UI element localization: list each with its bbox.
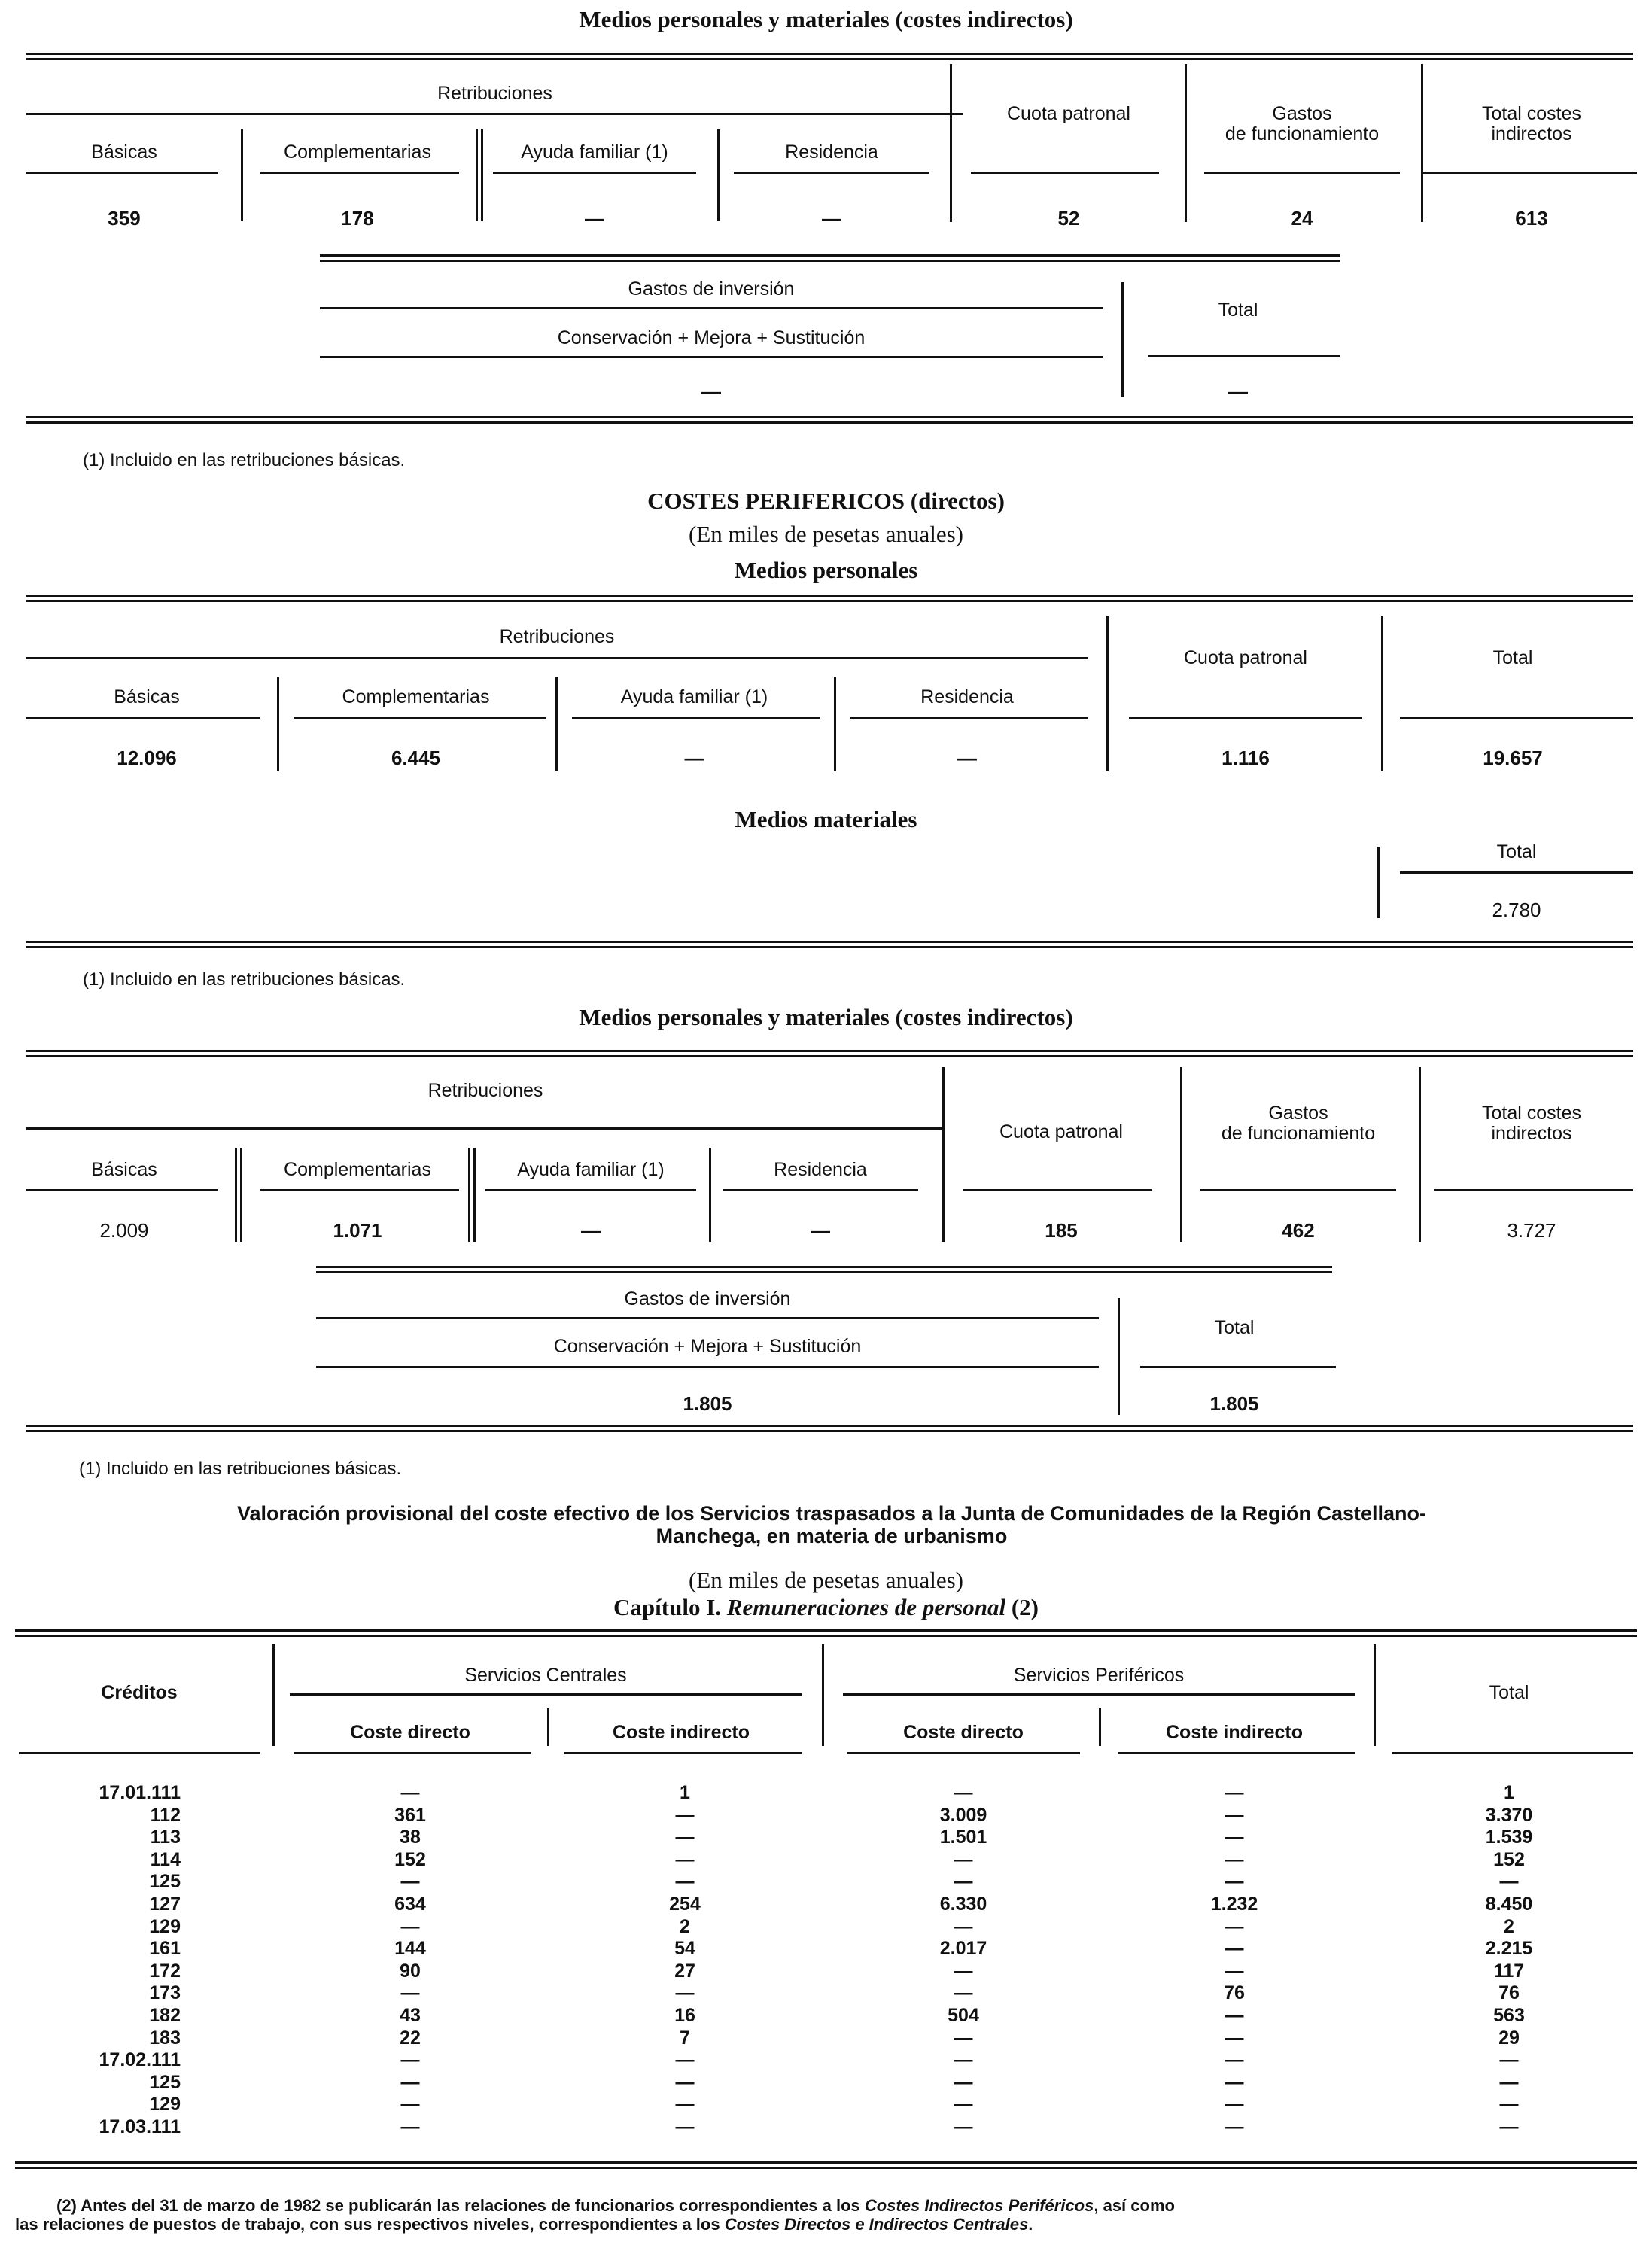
cell-total: — <box>1499 2049 1519 2071</box>
s4-col-coste-directo-periferico: Coste directo <box>903 1722 1024 1743</box>
s2-col-cuota: Cuota patronal <box>1183 647 1307 668</box>
cell-total: 1.539 <box>1485 1827 1533 1848</box>
table-row <box>0 1960 1652 1982</box>
s4-top-rule <box>15 1629 1637 1637</box>
s1-vline <box>1421 64 1423 222</box>
s3-inv-rule <box>316 1317 1099 1319</box>
s4-footnote-l1a: (2) Antes del 31 de marzo de 1982 se publicarán las relaciones de funcionarios correspondientes a los <box>56 2196 865 2215</box>
cell-ci-periferico: — <box>1225 1827 1244 1848</box>
cell-creditos: 182 <box>149 2005 181 2026</box>
cell-ci-central: 54 <box>674 1938 695 1960</box>
s1-rule-ayuda <box>493 172 696 174</box>
s3-value-cuota: 185 <box>1045 1219 1078 1242</box>
cell-total: 2 <box>1504 1915 1514 1937</box>
cell-creditos: 17.02.111 <box>99 2049 181 2071</box>
s3-value-total: 3.727 <box>1507 1219 1556 1242</box>
s1-rule-residencia <box>734 172 929 174</box>
table-row <box>0 1916 1652 1938</box>
s3-vline <box>1180 1067 1182 1242</box>
s4-rule-cd-periferico <box>847 1752 1080 1754</box>
s3-col-gastos-l2: de funcionamiento <box>1221 1123 1376 1144</box>
cell-total: — <box>1499 2094 1519 2116</box>
cell-ci-periferico: 76 <box>1224 1982 1245 2004</box>
cell-ci-periferico: — <box>1225 1915 1244 1937</box>
s3-bottom-rule <box>26 1425 1633 1432</box>
s3-col-cuota: Cuota patronal <box>999 1121 1123 1142</box>
cell-cd-periferico: — <box>954 2094 973 2116</box>
cell-ci-central: 2 <box>680 1915 690 1937</box>
s4-perifericos-rule <box>843 1693 1355 1696</box>
cell-ci-central: — <box>675 1982 695 2004</box>
s2-rule-residencia <box>850 717 1088 719</box>
s4-footnote-line2 <box>15 2215 1637 2234</box>
cell-cd-central: 38 <box>400 1827 421 1848</box>
s1-retribuciones-header: Retribuciones <box>437 83 552 104</box>
s2-footnote: (1) Incluido en las retribuciones básicas. <box>83 969 406 990</box>
s1-value-complementarias: 178 <box>341 207 374 230</box>
s1-bottom-rule <box>26 416 1633 424</box>
s3-value-complementarias: 1.071 <box>333 1219 382 1242</box>
cell-total: 8.450 <box>1485 1894 1533 1915</box>
s4-footnote-l1b: Costes Indirectos Periféricos <box>864 2196 1094 2215</box>
s3-footnote: (1) Incluido en las retribuciones básicas. <box>79 1459 402 1479</box>
cell-ci-periferico: — <box>1225 1848 1244 1870</box>
s1-vline <box>1185 64 1187 222</box>
s2-materiales-total-label: Total <box>1496 841 1537 862</box>
cell-cd-central: 634 <box>394 1894 426 1915</box>
cell-cd-periferico: 6.330 <box>939 1894 987 1915</box>
cell-ci-periferico: — <box>1225 2071 1244 2093</box>
s3-col-ayuda: Ayuda familiar (1) <box>517 1159 665 1180</box>
cell-ci-periferico: — <box>1225 2094 1244 2116</box>
cell-creditos: 113 <box>150 1827 181 1848</box>
s3-inv-total-value: 1.805 <box>1209 1392 1259 1415</box>
cell-total: — <box>1499 2071 1519 2093</box>
cell-cd-periferico: 2.017 <box>939 1938 987 1960</box>
cell-total: 3.370 <box>1485 1804 1533 1826</box>
s1-inv-sub: Conservación + Mejora + Sustitución <box>557 327 866 348</box>
s1-rule-total <box>1422 172 1637 174</box>
cell-creditos: 129 <box>149 2094 181 2116</box>
s4-rule-ci-periferico <box>1118 1752 1355 1754</box>
s4-col-coste-directo-central: Coste directo <box>350 1722 470 1743</box>
s3-rule-cuota <box>963 1189 1152 1191</box>
s3-col-complementarias: Complementarias <box>284 1159 431 1180</box>
cell-cd-central: — <box>400 1915 420 1937</box>
s1-inv-total-rule <box>1148 355 1340 357</box>
cell-ci-central: — <box>675 2116 695 2137</box>
s4-chapter-note: (2) <box>1011 1594 1039 1620</box>
s1-inv-value: — <box>701 380 721 403</box>
s2-materiales-vline <box>1377 847 1380 918</box>
table-row <box>0 2094 1652 2116</box>
cell-ci-periferico: — <box>1225 2005 1244 2026</box>
cell-total: 563 <box>1493 2005 1525 2026</box>
s3-col-total-l1: Total costes <box>1481 1103 1581 1124</box>
s4-title-line1: Valoración provisional del coste efectivo de los Servicios traspasados a la Junta de Comunidades de la Región Castellano- <box>237 1502 1426 1525</box>
table-row <box>0 2005 1652 2027</box>
cell-creditos: 183 <box>149 2027 181 2049</box>
cell-cd-periferico: 504 <box>948 2005 979 2026</box>
s4-title-line2: Manchega, en materia de urbanismo <box>656 1525 1008 1547</box>
cell-ci-central: — <box>675 2049 695 2071</box>
cell-cd-central: — <box>400 2094 420 2116</box>
cell-creditos: 125 <box>149 1871 181 1893</box>
cell-cd-central: — <box>400 2116 420 2137</box>
s3-retribuciones-rule <box>26 1127 945 1130</box>
cell-cd-central: — <box>400 2071 420 2093</box>
cell-ci-central: 1 <box>680 1782 690 1803</box>
s3-rule-residencia <box>723 1189 918 1191</box>
s4-rule-total <box>1392 1752 1633 1754</box>
cell-creditos: 161 <box>149 1938 181 1960</box>
s3-rule-complementarias <box>260 1189 459 1191</box>
s2-value-basicas: 12.096 <box>117 747 177 769</box>
s2-section-title: Medios personales <box>734 557 918 583</box>
cell-cd-periferico: — <box>954 2049 973 2071</box>
cell-ci-periferico: — <box>1225 2027 1244 2049</box>
s2-retribuciones-header: Retribuciones <box>499 626 615 647</box>
s1-retribuciones-rule <box>26 113 963 115</box>
s2-vline <box>1106 616 1109 771</box>
cell-ci-central: 27 <box>674 1960 695 1982</box>
s2-rule-cuota <box>1129 717 1362 719</box>
s4-rule-creditos <box>19 1752 260 1754</box>
cell-ci-central: 16 <box>674 2005 695 2026</box>
cell-total: 29 <box>1498 2027 1520 2049</box>
s1-col-complementarias: Complementarias <box>284 141 431 163</box>
s4-rule-ci-central <box>564 1752 802 1754</box>
cell-cd-central: 43 <box>400 2005 421 2026</box>
s4-col-coste-indirecto-central: Coste indirecto <box>613 1722 750 1743</box>
s1-col-total-l1: Total costes <box>1481 103 1581 124</box>
s3-inv-value: 1.805 <box>683 1392 732 1415</box>
cell-ci-periferico: — <box>1225 2116 1244 2137</box>
s4-chapter-name: Remuneraciones de personal <box>726 1594 1006 1620</box>
cell-total: — <box>1499 1871 1519 1893</box>
s3-vline <box>709 1148 711 1242</box>
s3-rule-basicas <box>26 1189 218 1191</box>
s1-rule-cuota <box>971 172 1159 174</box>
s3-vline <box>468 1148 476 1242</box>
cell-cd-periferico: — <box>954 2071 973 2093</box>
s2-vline <box>277 677 279 771</box>
s1-top-rule <box>26 53 1633 60</box>
cell-creditos: 17.03.111 <box>99 2116 181 2137</box>
table-row <box>0 2049 1652 2071</box>
s3-value-basicas: 2.009 <box>99 1219 149 1242</box>
s1-col-gastos-l1: Gastos <box>1272 103 1332 124</box>
s1-rule-gastos <box>1204 172 1400 174</box>
s3-value-residencia: — <box>811 1219 830 1242</box>
s3-value-gastos: 462 <box>1282 1219 1315 1242</box>
s3-top-rule <box>26 1050 1633 1057</box>
s4-footnote-l2c: . <box>1028 2215 1033 2234</box>
s3-inv-total-label: Total <box>1214 1317 1255 1338</box>
s1-inv-total-value: — <box>1228 380 1248 403</box>
cell-cd-periferico: 1.501 <box>939 1827 987 1848</box>
s1-vline <box>717 129 720 221</box>
s3-rule-ayuda <box>485 1189 696 1191</box>
cell-ci-periferico: 1.232 <box>1210 1894 1258 1915</box>
cell-cd-central: 90 <box>400 1960 421 1982</box>
s3-value-ayuda: — <box>581 1219 601 1242</box>
s1-col-ayuda: Ayuda familiar (1) <box>521 141 668 163</box>
cell-cd-periferico: — <box>954 2116 973 2137</box>
s2-col-complementarias: Complementarias <box>342 686 490 707</box>
cell-total: 2.215 <box>1485 1938 1533 1960</box>
s1-rule-basicas <box>26 172 218 174</box>
cell-total: 117 <box>1493 1960 1525 1982</box>
cell-creditos: 129 <box>149 1915 181 1937</box>
s1-value-basicas: 359 <box>108 207 141 230</box>
s3-col-gastos-l1: Gastos <box>1268 1103 1328 1124</box>
s1-value-residencia: — <box>822 207 841 230</box>
s3-rule-gastos <box>1200 1189 1396 1191</box>
cell-creditos: 127 <box>149 1894 181 1915</box>
s2-retribuciones-rule <box>26 657 1088 659</box>
cell-creditos: 114 <box>150 1848 181 1870</box>
cell-creditos: 125 <box>149 2071 181 2093</box>
s1-inv-rule <box>320 307 1103 309</box>
s4-subtitle: (En miles de pesetas anuales) <box>689 1567 963 1593</box>
s1-col-cuota: Cuota patronal <box>1006 103 1130 124</box>
table-row <box>0 1827 1652 1848</box>
s2-col-ayuda: Ayuda familiar (1) <box>620 686 768 707</box>
cell-cd-central: 361 <box>394 1804 426 1826</box>
cell-cd-periferico: — <box>954 1871 973 1893</box>
s2-materiales-value: 2.780 <box>1492 899 1541 921</box>
cell-ci-central: — <box>675 2071 695 2093</box>
s2-materiales-title: Medios materiales <box>735 806 917 832</box>
cell-cd-periferico: 3.009 <box>939 1804 987 1826</box>
s4-col-centrales: Servicios Centrales <box>464 1665 627 1686</box>
cell-ci-central: — <box>675 1848 695 1870</box>
cell-total: 152 <box>1493 1848 1525 1870</box>
s1-value-ayuda: — <box>585 207 604 230</box>
cell-cd-central: 144 <box>394 1938 426 1960</box>
cell-cd-periferico: — <box>954 1960 973 1982</box>
s3-vline <box>235 1148 242 1242</box>
s4-footnote <box>15 2196 1637 2234</box>
s4-title <box>26 1502 1637 1547</box>
s4-footnote-line1 <box>15 2196 1637 2215</box>
cell-ci-central: — <box>675 1827 695 1848</box>
cell-cd-periferico: — <box>954 1982 973 2004</box>
table-row <box>0 1805 1652 1827</box>
table-row <box>0 1871 1652 1893</box>
s1-value-cuota: 52 <box>1057 207 1080 230</box>
s1-vline <box>241 129 243 221</box>
s2-col-basicas: Básicas <box>114 686 180 707</box>
s2-title: COSTES PERIFERICOS (directos) <box>647 488 1005 514</box>
cell-ci-central: — <box>675 2094 695 2116</box>
s3-col-total-l2: indirectos <box>1491 1123 1572 1144</box>
s2-rule-basicas <box>26 717 260 719</box>
s3-inv-sub: Conservación + Mejora + Sustitución <box>553 1336 862 1357</box>
s2-value-ayuda: — <box>684 747 704 769</box>
s1-value-total: 613 <box>1515 207 1548 230</box>
cell-total: — <box>1499 2116 1519 2137</box>
s3-inv-title: Gastos de inversión <box>624 1288 791 1309</box>
cell-cd-central: 152 <box>394 1848 426 1870</box>
cell-creditos: 112 <box>150 1804 181 1826</box>
s3-title: Medios personales y materiales (costes indirectos) <box>579 1004 1073 1030</box>
s2-vline <box>834 677 836 771</box>
cell-ci-central: 7 <box>680 2027 690 2049</box>
s3-rule-total <box>1434 1189 1633 1191</box>
s1-footnote: (1) Incluido en las retribuciones básicas. <box>83 450 406 470</box>
cell-cd-central: — <box>400 1871 420 1893</box>
s3-inv-total-rule <box>1140 1366 1336 1368</box>
s4-chapter <box>0 1594 1652 1621</box>
s2-value-complementarias: 6.445 <box>391 747 441 769</box>
s4-col-creditos: Créditos <box>101 1682 178 1703</box>
s4-vline <box>547 1708 549 1746</box>
cell-cd-periferico: — <box>954 1848 973 1870</box>
s4-vline <box>272 1644 275 1746</box>
s4-centrales-rule <box>290 1693 802 1696</box>
table-row <box>0 2116 1652 2138</box>
s4-footnote-l2a: las relaciones de puestos de trabajo, con sus respectivos niveles, correspondientes a los <box>15 2215 725 2234</box>
s2-rule-total <box>1400 717 1633 719</box>
s2-value-cuota: 1.116 <box>1222 747 1270 769</box>
s1-inv-total-label: Total <box>1218 300 1258 321</box>
cell-ci-central: — <box>675 1871 695 1893</box>
table-row <box>0 1982 1652 2004</box>
s4-col-total: Total <box>1489 1682 1529 1703</box>
s3-col-residencia: Residencia <box>774 1159 867 1180</box>
s4-vline <box>822 1644 824 1746</box>
s2-vline <box>555 677 558 771</box>
table-row <box>0 1938 1652 1960</box>
cell-cd-periferico: — <box>954 1782 973 1803</box>
s2-value-residencia: — <box>957 747 977 769</box>
cell-ci-periferico: — <box>1225 1960 1244 1982</box>
s1-value-gastos: 24 <box>1291 207 1313 230</box>
s2-rule-ayuda <box>572 717 820 719</box>
s1-col-total-l2: indirectos <box>1491 123 1572 144</box>
s3-vline <box>942 1067 945 1242</box>
cell-cd-central: — <box>400 1782 420 1803</box>
cell-ci-periferico: — <box>1225 1782 1244 1803</box>
s1-rule-complementarias <box>260 172 459 174</box>
table-row <box>0 2027 1652 2049</box>
cell-creditos: 173 <box>149 1982 181 2004</box>
cell-creditos: 172 <box>149 1960 181 1982</box>
s4-footnote-l2b: Costes Directos e Indirectos Centrales <box>724 2215 1029 2234</box>
s1-col-residencia: Residencia <box>785 141 878 163</box>
s2-col-residencia: Residencia <box>920 686 1014 707</box>
s2-col-total: Total <box>1492 647 1533 668</box>
s2-subtitle: (En miles de pesetas anuales) <box>689 521 963 547</box>
s2-materiales-rule <box>1400 871 1633 874</box>
s4-col-coste-indirecto-periferico: Coste indirecto <box>1166 1722 1303 1743</box>
s4-bottom-rule <box>15 2161 1637 2169</box>
cell-cd-central: 22 <box>400 2027 421 2049</box>
s3-inv-vline <box>1118 1298 1120 1415</box>
cell-ci-central: 254 <box>669 1894 701 1915</box>
cell-cd-periferico: — <box>954 1915 973 1937</box>
s2-top-rule <box>26 595 1633 602</box>
cell-total: 1 <box>1504 1782 1514 1803</box>
table-row <box>0 2072 1652 2094</box>
cell-total: 76 <box>1498 1982 1520 2004</box>
cell-ci-periferico: — <box>1225 2049 1244 2071</box>
s1-vline <box>476 129 483 221</box>
s4-footnote-l1c: , así como <box>1094 2196 1175 2215</box>
s4-vline <box>1099 1708 1101 1746</box>
s3-retribuciones-header: Retribuciones <box>427 1080 543 1101</box>
s2-bottom-rule <box>26 941 1633 948</box>
cell-cd-central: — <box>400 1982 420 2004</box>
s3-inv-sub-rule <box>316 1366 1099 1368</box>
table-row <box>0 1894 1652 1915</box>
s1-inv-sub-rule <box>320 356 1103 358</box>
s4-rule-cd-central <box>294 1752 531 1754</box>
cell-creditos: 17.01.111 <box>99 1782 181 1803</box>
s3-vline <box>1419 1067 1421 1242</box>
s1-vline <box>950 64 952 222</box>
s3-investment-rule <box>316 1266 1332 1273</box>
s3-col-basicas: Básicas <box>91 1159 157 1180</box>
s1-col-basicas: Básicas <box>91 141 157 163</box>
cell-ci-central: — <box>675 1804 695 1826</box>
table-row <box>0 1782 1652 1804</box>
s4-vline <box>1374 1644 1376 1746</box>
s1-inv-vline <box>1121 282 1124 397</box>
s1-title: Medios personales y materiales (costes indirectos) <box>579 6 1073 32</box>
s2-rule-complementarias <box>294 717 546 719</box>
cell-cd-central: — <box>400 2049 420 2071</box>
cell-ci-periferico: — <box>1225 1804 1244 1826</box>
s4-col-perifericos: Servicios Periféricos <box>1013 1665 1185 1686</box>
cell-ci-periferico: — <box>1225 1938 1244 1960</box>
s4-chapter-prefix: Capítulo I. <box>613 1594 722 1620</box>
s2-value-total: 19.657 <box>1483 747 1543 769</box>
table-row <box>0 1849 1652 1871</box>
cell-ci-periferico: — <box>1225 1871 1244 1893</box>
s1-investment-rule <box>320 254 1340 262</box>
s2-vline <box>1381 616 1383 771</box>
s1-inv-title: Gastos de inversión <box>628 278 795 300</box>
cell-cd-periferico: — <box>954 2027 973 2049</box>
s1-col-gastos-l2: de funcionamiento <box>1225 123 1380 144</box>
